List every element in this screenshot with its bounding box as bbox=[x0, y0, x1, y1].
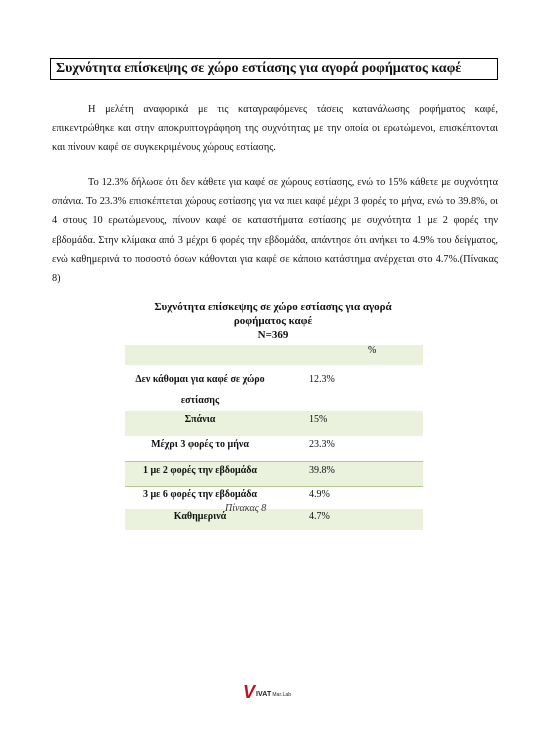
row-value: 12.3% bbox=[309, 374, 335, 385]
table-title-line1: Συχνότητα επίσκεψης σε χώρο εστίασης για αγορά bbox=[154, 301, 392, 313]
table-row bbox=[125, 487, 423, 510]
table-row bbox=[125, 411, 423, 436]
table-sample-size: N=369 bbox=[257, 329, 289, 341]
logo-mark: V bbox=[243, 682, 256, 702]
results-paragraph: Το 12.3% δήλωσε ότι δεν κάθετε για καφέ σε χώρους εστίασης, ενώ το 15% κάθετε με συχνότητα σπάνια. Το 23.3% επισκέπτεται χώρους εστίασης για να πιει καφέ μέχρι 3 φορές το μήνα, ενώ το 39.8%, οι 4 στους 10 ερωτώμενους, πίνουν καφέ σε καταστήματα εστίασης με συχνότητα 1 με 2 φορές την εβδομάδα. Στην κλίμακα από 3 μέχρι 6 φορές την εβδομάδα, απάντησε ότι ανήκει το 4.9% του δείγματος, ενώ καθημερινά το ποσοστό όσων κάθονται για καφέ σε κάποιο κατάστημα ανέρχεται στο 4.7%.(Πίνακας 8) bbox=[52, 177, 498, 285]
row-label: Δεν κάθομαι για καφέ σε χώρο εστίασης bbox=[135, 374, 265, 406]
table-row bbox=[125, 509, 423, 530]
frequency-table bbox=[125, 345, 423, 530]
table-row bbox=[125, 365, 423, 411]
header-label-cell bbox=[125, 345, 275, 365]
table-header-row bbox=[125, 345, 423, 365]
row-value: 39.8% bbox=[275, 462, 423, 487]
table-row bbox=[125, 462, 423, 487]
row-value: 4.7% bbox=[275, 509, 423, 530]
footer-logo bbox=[243, 681, 291, 701]
row-label: 1 με 2 φορές την εβδομάδα bbox=[125, 462, 275, 487]
row-label: Καθημερινά bbox=[125, 509, 275, 530]
row-label: Σπάνια bbox=[125, 411, 275, 436]
row-label: 3 με 6 φορές την εβδομάδα bbox=[142, 489, 258, 500]
logo-subtext: Mar.Lab bbox=[272, 692, 292, 698]
logo-text: IVAT bbox=[256, 691, 272, 698]
table-caption bbox=[124, 300, 422, 342]
table-row bbox=[125, 436, 423, 462]
row-value: 23.3% bbox=[309, 439, 335, 450]
row-label: Μέχρι 3 φορές το μήνα bbox=[151, 439, 249, 450]
section-heading: Συχνότητα επίσκεψης σε χώρο εστίασης για αγορά ροφήματος καφέ bbox=[50, 58, 498, 80]
intro-paragraph: Η μελέτη αναφορικά με τις καταγραφόμενες τάσεις κατανάλωσης ροφήματος καφέ, επικεντρώθηκε και στην αποκρυπτογράφηση της συχνότητας με την οποία οι ερωτώμενοι, επισκέπτονται και πίνουν καφέ σε συγκεκριμένους χώρους εστίασης. bbox=[52, 104, 498, 154]
row-value: 15% bbox=[275, 411, 423, 436]
table-note: Πίνακας 8 bbox=[225, 503, 267, 514]
percent-header: % bbox=[275, 345, 423, 365]
row-value: 4.9% bbox=[309, 489, 330, 500]
table-title-line2: ροφήματος καφέ bbox=[233, 315, 313, 327]
